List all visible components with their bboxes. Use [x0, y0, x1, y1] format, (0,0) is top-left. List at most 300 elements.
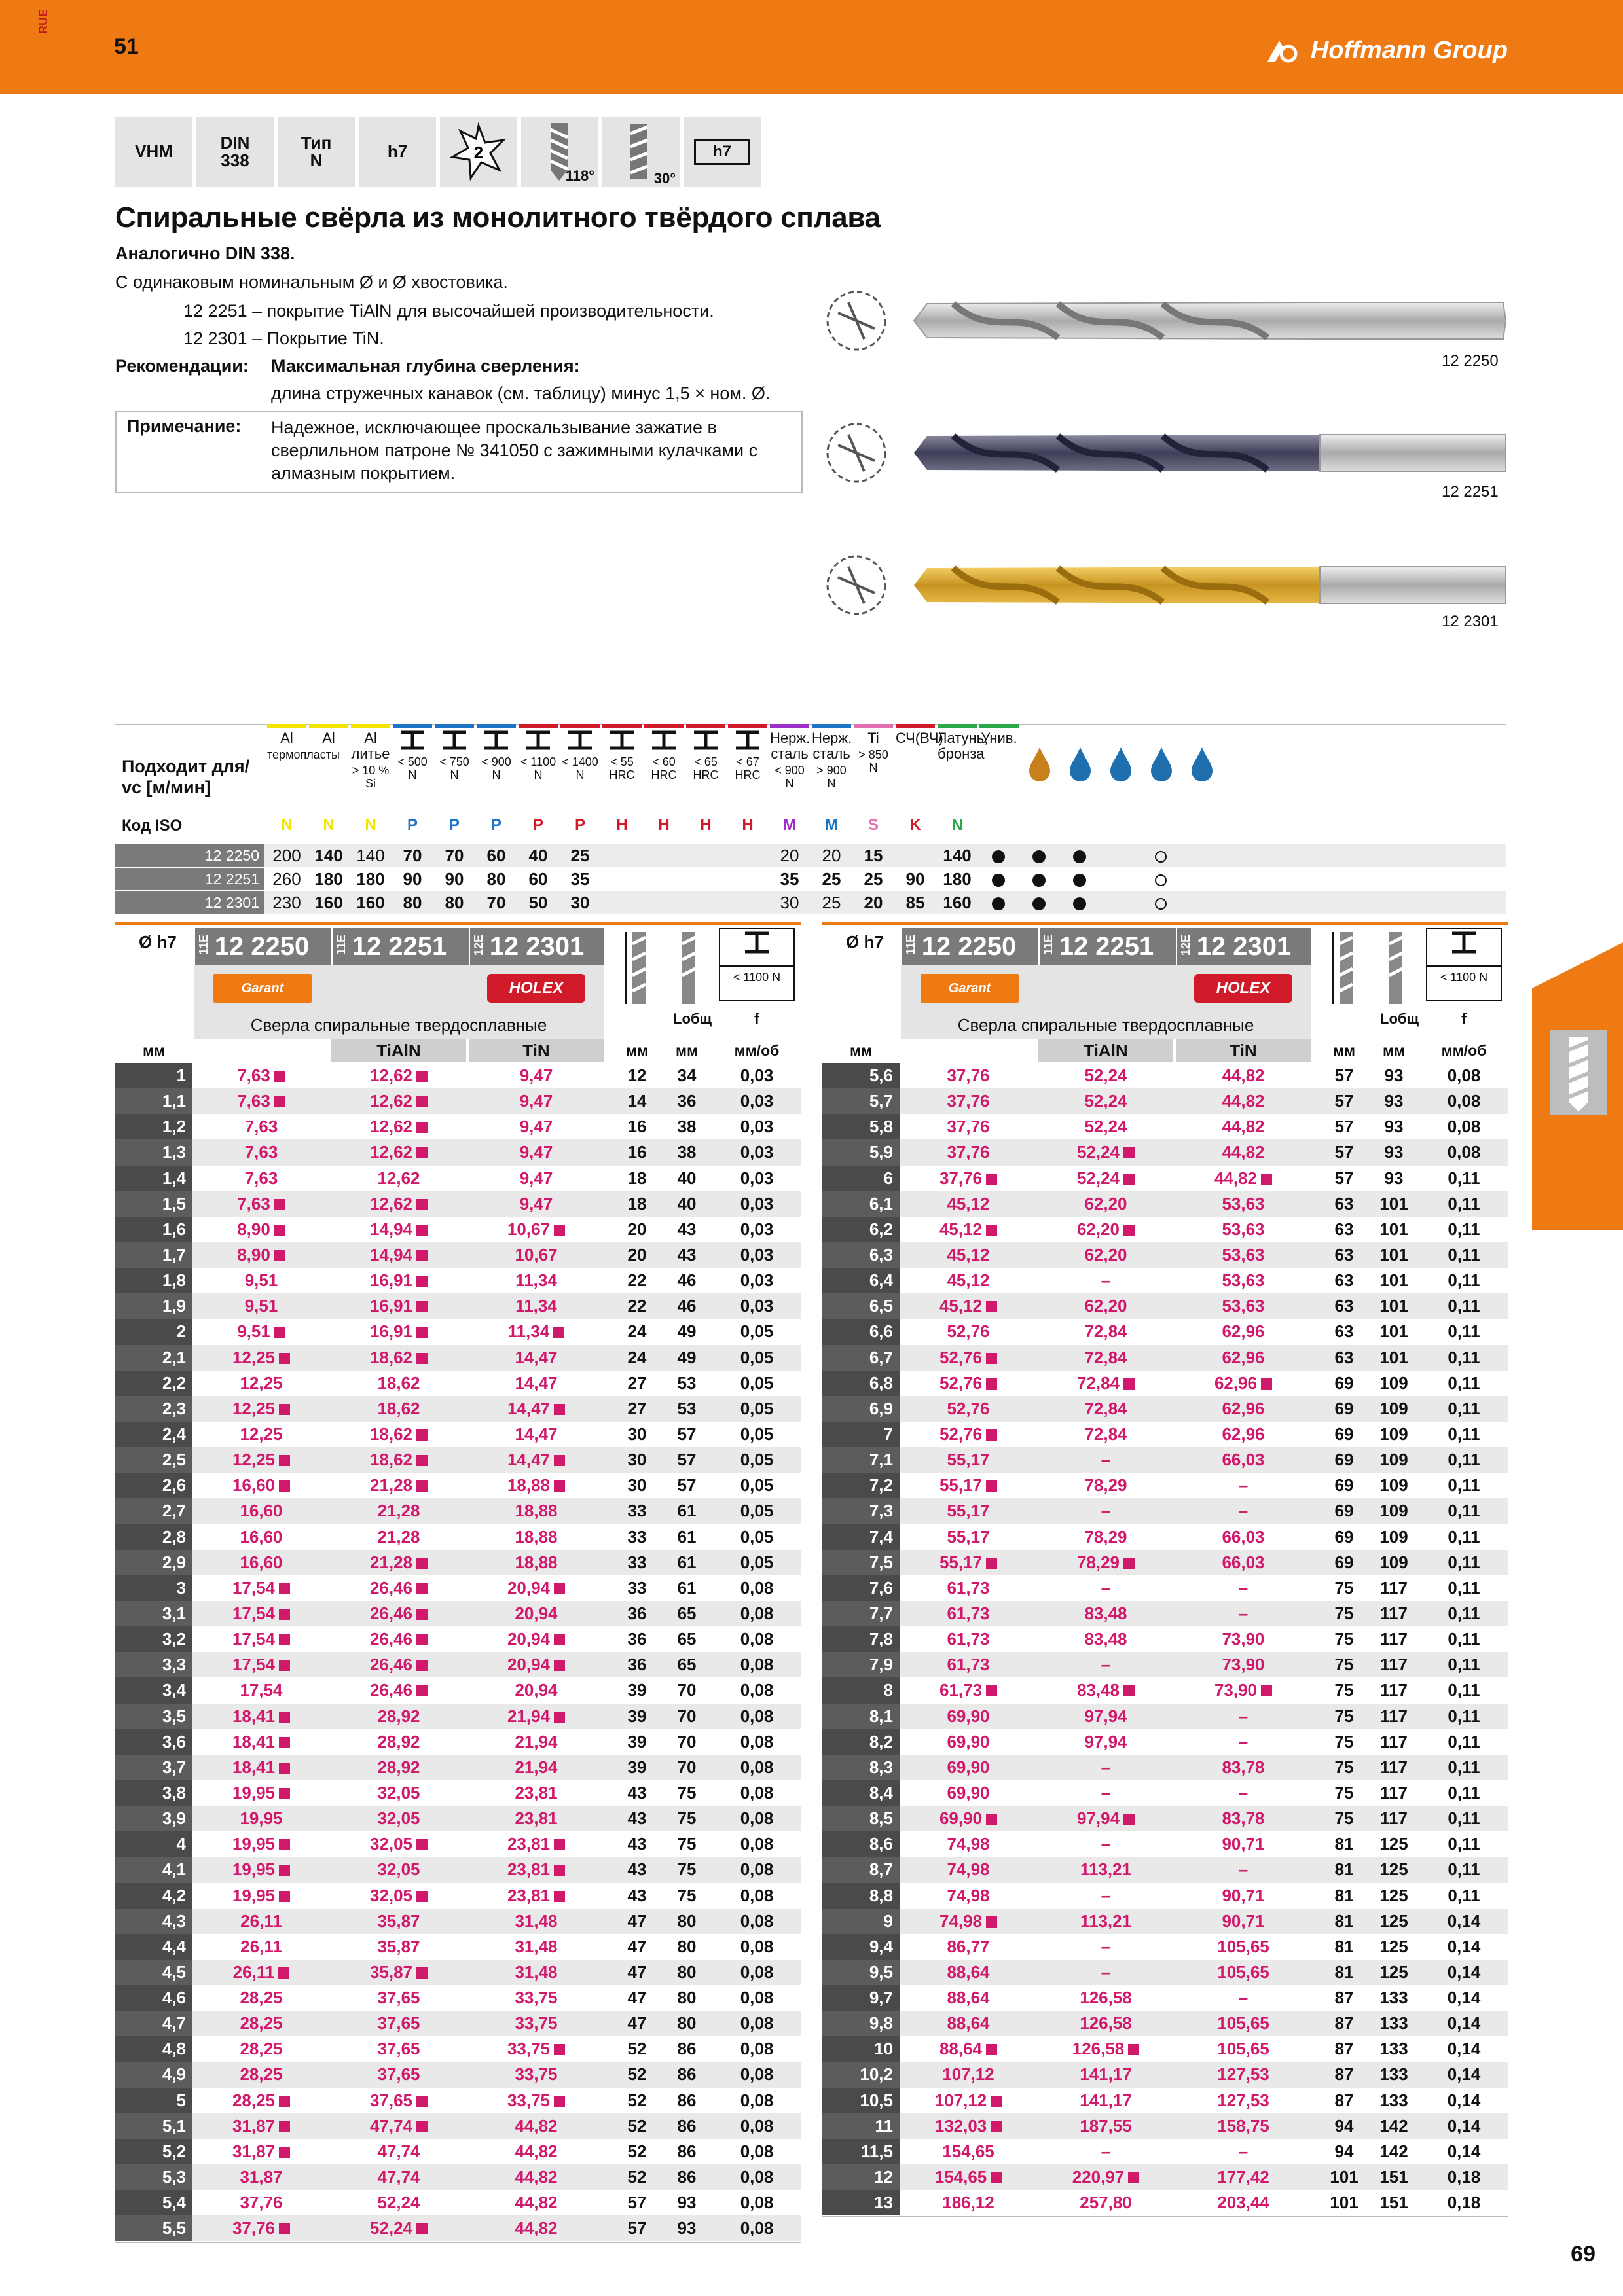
flute-length: 87 — [1334, 2064, 1354, 2085]
flute-length: 63 — [1334, 1219, 1354, 1239]
price: 18,88 — [515, 1552, 558, 1572]
feed: 0,05 — [740, 1398, 774, 1418]
table-row — [115, 1139, 801, 1165]
diameter: 6,1 — [822, 1191, 900, 1217]
price-cell — [1176, 2036, 1311, 2062]
price: 14,47 — [507, 1450, 551, 1470]
flute-length: 87 — [1334, 1988, 1354, 2008]
article-code-text: 12 2251 — [1059, 932, 1154, 961]
table-row — [115, 2139, 801, 2164]
total-length: 133 — [1379, 2013, 1408, 2034]
price: 17,54 — [232, 1655, 276, 1675]
price-cell — [901, 1780, 1036, 1806]
total-length: 93 — [677, 2193, 697, 2213]
steel-limit: < 1100 N — [1427, 965, 1501, 984]
price: 10,67 — [507, 1219, 551, 1239]
diameter: 10,2 — [822, 2062, 900, 2087]
table-row — [822, 1166, 1508, 1191]
total-length: 61 — [677, 1577, 697, 1598]
price-cell — [1176, 1345, 1311, 1371]
price-cell — [901, 2088, 1036, 2113]
iso-code: P — [490, 816, 501, 834]
price: 73,90 — [1214, 1680, 1258, 1700]
price-cell — [194, 1524, 329, 1550]
price-cell — [1176, 1934, 1311, 1960]
price-cell — [331, 2062, 466, 2087]
table-row — [822, 1242, 1508, 1268]
stock-marker — [986, 1685, 997, 1696]
flute-length: 52 — [627, 2115, 647, 2136]
total-length: 53 — [677, 1398, 697, 1418]
stock-marker — [416, 1122, 428, 1133]
price-cell — [469, 1524, 604, 1550]
flute-length: 57 — [1334, 1168, 1354, 1188]
cutting-speed: 140 — [314, 846, 343, 865]
flute-length: 20 — [627, 1219, 647, 1239]
iso-code: N — [365, 816, 376, 834]
total-length: 57 — [677, 1475, 697, 1496]
price: 21,94 — [515, 1731, 558, 1751]
price-cell — [1038, 1191, 1173, 1217]
price: 37,65 — [377, 2039, 420, 2059]
feed: 0,11 — [1448, 1321, 1480, 1342]
price-cell — [331, 1473, 466, 1498]
stock-marker — [1128, 2044, 1139, 2055]
price-cell — [194, 2036, 329, 2062]
suitable-dot — [1061, 844, 1099, 867]
price-cell — [1176, 1755, 1311, 1780]
stock-marker — [279, 1480, 290, 1492]
cutting-speed: 50 — [528, 893, 548, 912]
ibeam-icon — [1450, 929, 1478, 956]
table-row — [115, 1319, 801, 1344]
material-header — [644, 730, 684, 782]
material-header-sub: < 67 HRC — [735, 755, 761, 781]
price: 53,63 — [1222, 1244, 1265, 1265]
table-row — [822, 1114, 1508, 1139]
flute-length: 75 — [1334, 1577, 1354, 1598]
price-cell — [1038, 1550, 1173, 1575]
total-length: 117 — [1380, 1680, 1408, 1700]
price: 52,24 — [1084, 1066, 1127, 1085]
table-row — [115, 1345, 801, 1371]
price: 9,47 — [519, 1066, 553, 1085]
table-row — [822, 1524, 1508, 1550]
material-row-code: 12 2301 — [115, 891, 264, 914]
chip-h7: h7 — [359, 117, 436, 187]
price: 83,48 — [1084, 1603, 1127, 1623]
price: 72,84 — [1076, 1372, 1120, 1393]
price-cell — [1038, 1371, 1173, 1396]
total-length: 43 — [677, 1219, 697, 1239]
stock-marker — [986, 1558, 997, 1569]
total-length: 151 — [1379, 2167, 1408, 2187]
cutting-speed — [644, 844, 684, 867]
flute-length: 52 — [627, 2039, 647, 2059]
price: 90,71 — [1222, 1885, 1265, 1905]
flute-length: 63 — [1334, 1347, 1354, 1367]
suitable-dot — [979, 844, 1017, 867]
diameter: 5 — [115, 2088, 192, 2113]
table-row — [115, 2215, 801, 2241]
chip-type — [278, 117, 355, 187]
feed: 0,14 — [1447, 1988, 1481, 2008]
price-cell — [1176, 1268, 1311, 1293]
stock-marker — [416, 2223, 428, 2234]
flute-length: 30 — [627, 1424, 647, 1444]
price-cell — [901, 1985, 1036, 2011]
flute-length: 75 — [1334, 1757, 1354, 1777]
iso-code: H — [742, 816, 754, 834]
price-cell — [1176, 2139, 1311, 2164]
price-cell — [901, 2036, 1036, 2062]
flute-length: 63 — [1334, 1244, 1354, 1265]
price: 16,91 — [369, 1321, 413, 1342]
price-cell — [1176, 1575, 1311, 1601]
stock-marker — [1128, 2172, 1139, 2183]
price: 26,46 — [369, 1680, 413, 1700]
total-length: 101 — [1379, 1193, 1408, 1213]
material-color-bar — [728, 724, 767, 728]
price-cell — [901, 2164, 1036, 2190]
price: 83,48 — [1084, 1629, 1127, 1649]
price-cell — [194, 1166, 329, 1191]
price-cell — [901, 1166, 1036, 1191]
total-length: 117 — [1380, 1808, 1408, 1829]
stock-marker — [416, 1967, 428, 1979]
material-color-bar — [896, 724, 935, 728]
price-cell — [194, 2215, 329, 2241]
article-code — [901, 928, 1036, 965]
price-cell — [901, 1498, 1036, 1524]
table-row — [822, 1371, 1508, 1396]
price-cell — [469, 1371, 604, 1396]
stock-marker — [279, 1609, 290, 1620]
price: 52,24 — [1076, 1142, 1120, 1162]
diameter: 4,9 — [115, 2062, 192, 2087]
price: 69,90 — [947, 1757, 990, 1777]
feed: 0,14 — [1447, 2141, 1481, 2161]
price: 37,76 — [947, 1066, 990, 1085]
price-cell — [1038, 1063, 1173, 1088]
iso-code: P — [532, 816, 543, 834]
diameter: 2,6 — [115, 1473, 192, 1498]
flute-length: 57 — [1334, 1117, 1354, 1137]
total-length: 65 — [677, 1603, 697, 1623]
price-cell — [1176, 1550, 1311, 1575]
note-label: Примечание: — [127, 416, 242, 436]
table-row — [822, 1191, 1508, 1217]
price-cell — [1038, 1806, 1173, 1831]
price-cell — [1038, 1960, 1173, 1985]
stock-marker — [274, 1225, 285, 1236]
price-cell — [469, 2088, 604, 2113]
price-cell — [1176, 1704, 1311, 1729]
feed: 0,03 — [740, 1168, 774, 1188]
stock-marker — [279, 1865, 290, 1876]
tolerance-box: h7 — [694, 139, 750, 165]
price: 61,73 — [947, 1577, 990, 1598]
ibeam-icon — [435, 730, 474, 753]
coating-tin: TiN — [469, 1039, 604, 1062]
article-tag: 11E — [197, 935, 210, 956]
price: 126,58 — [1080, 1988, 1132, 2008]
price-cell — [194, 1704, 329, 1729]
material-color-bar — [351, 724, 390, 728]
cutting-speed — [644, 891, 684, 914]
table-row — [115, 1191, 801, 1217]
price: – — [1101, 1757, 1111, 1777]
brand-row — [194, 965, 604, 1011]
cutting-speed — [602, 844, 642, 867]
price-cell — [194, 1909, 329, 1934]
flute-length: 57 — [627, 2218, 647, 2238]
price-cell — [331, 1831, 466, 1857]
diameter: 7 — [822, 1422, 900, 1447]
price: 7,63 — [237, 1091, 270, 1111]
total-length: 70 — [677, 1731, 697, 1751]
price-cell — [901, 1652, 1036, 1677]
price-cell — [1038, 1217, 1173, 1242]
stock-marker — [554, 1404, 565, 1415]
material-header — [560, 730, 600, 782]
price: 62,96 — [1214, 1372, 1258, 1393]
diameter: 9,8 — [822, 2011, 900, 2036]
reco-text: длина стружечных канавок (см. таблицу) минус 1,5 × ном. Ø. — [271, 384, 771, 403]
flute-length: 81 — [1334, 1859, 1354, 1880]
feed: 0,11 — [1448, 1680, 1480, 1700]
total-length: 101 — [1379, 1270, 1408, 1291]
material-header — [519, 730, 558, 782]
flute-length: 75 — [1334, 1731, 1354, 1751]
feed: 0,11 — [1448, 1347, 1480, 1367]
feed: 0,03 — [740, 1066, 774, 1085]
table-row — [822, 1755, 1508, 1780]
table-row — [115, 1114, 801, 1139]
price-cell — [194, 1729, 329, 1755]
feed: 0,18 — [1447, 2167, 1481, 2187]
price-cell — [469, 1396, 604, 1422]
price-cell — [194, 1677, 329, 1703]
price: 20,94 — [515, 1680, 558, 1700]
drill-tab-icon — [1550, 1030, 1607, 1115]
price: 74,98 — [947, 1834, 990, 1854]
diameter: 8,8 — [822, 1883, 900, 1909]
diameter: 4,6 — [115, 1985, 192, 2011]
total-length: 142 — [1379, 2115, 1408, 2136]
price-cell — [469, 1268, 604, 1293]
material-label-2: vc [м/мин] — [122, 778, 211, 797]
table-row — [822, 1473, 1508, 1498]
price-cell — [1038, 1166, 1173, 1191]
diameter: 8,4 — [822, 1780, 900, 1806]
feed: 0,05 — [740, 1321, 774, 1342]
table-row — [822, 2088, 1508, 2113]
price-cell — [331, 2113, 466, 2139]
cutting-speed: 30 — [780, 893, 799, 912]
article-tag: 11E — [335, 935, 348, 956]
diameter: 7,7 — [822, 1601, 900, 1626]
diameter: 10,5 — [822, 2088, 900, 2113]
price: 257,80 — [1080, 2193, 1132, 2213]
flute-length: 81 — [1334, 1885, 1354, 1905]
table-row — [115, 1217, 801, 1242]
flute-length: 47 — [627, 1962, 647, 1982]
price: 7,63 — [244, 1117, 278, 1137]
stock-marker — [416, 1250, 428, 1261]
cutting-speed: 80 — [445, 893, 464, 912]
stock-marker — [1261, 1378, 1272, 1390]
article-code-text: 12 2250 — [921, 932, 1017, 961]
price: 55,17 — [947, 1526, 990, 1547]
price-cell — [1176, 1447, 1311, 1473]
price-cell — [1038, 1626, 1173, 1652]
price-cell — [1038, 1422, 1173, 1447]
price: 14,94 — [369, 1219, 413, 1239]
price-cell — [194, 1806, 329, 1831]
price-cell — [1176, 1883, 1311, 1909]
price: 88,64 — [947, 1962, 990, 1982]
table-row — [115, 1422, 801, 1447]
price-cell — [1176, 2113, 1311, 2139]
stock-marker — [416, 1225, 428, 1236]
feed-label: f — [754, 1011, 759, 1028]
total-length: 40 — [677, 1193, 697, 1213]
diameter: 11,5 — [822, 2139, 900, 2164]
price-cell — [469, 1242, 604, 1268]
stock-marker — [416, 1353, 428, 1364]
diameter: 1,7 — [115, 1242, 192, 1268]
price-cell — [901, 1857, 1036, 1882]
flute-length: 94 — [1334, 2115, 1354, 2136]
price: 44,82 — [1222, 1066, 1265, 1085]
stock-marker — [554, 1455, 565, 1466]
total-length: 117 — [1380, 1655, 1408, 1675]
flute-length: 69 — [1334, 1424, 1354, 1444]
material-color-bar — [938, 724, 977, 728]
price: 69,90 — [939, 1808, 983, 1829]
feed: 0,03 — [740, 1193, 774, 1213]
material-header — [477, 730, 516, 782]
table-row — [822, 1601, 1508, 1626]
price-cell — [1038, 1242, 1173, 1268]
stock-marker — [554, 1865, 565, 1876]
total-length-label: Lобщ — [1380, 1011, 1419, 1027]
flute-length-icon — [622, 928, 655, 1026]
total-length: 49 — [677, 1321, 697, 1342]
price-cell — [331, 1652, 466, 1677]
table-row — [115, 1934, 801, 1960]
price-cell — [469, 1114, 604, 1139]
stock-marker — [1123, 1147, 1135, 1158]
feed: 0,03 — [740, 1142, 774, 1162]
article-codes-header — [194, 928, 604, 965]
total-length: 49 — [677, 1347, 697, 1367]
flute-length: 24 — [627, 1347, 647, 1367]
diameter: 5,5 — [115, 2215, 192, 2241]
flute-length: 101 — [1330, 2193, 1359, 2213]
helix-angle: 30° — [653, 170, 676, 187]
feed: 0,03 — [740, 1270, 774, 1291]
stock-marker — [553, 1327, 564, 1338]
price: 97,94 — [1076, 1808, 1120, 1829]
price: 18,41 — [232, 1757, 276, 1777]
cutting-speed: 230 — [272, 893, 301, 912]
table-row — [115, 1626, 801, 1652]
star-flute-icon — [447, 120, 510, 183]
flute-length: 63 — [1334, 1296, 1354, 1316]
iso-code: P — [574, 816, 585, 834]
price-cell — [1038, 1652, 1173, 1677]
price: 12,62 — [369, 1142, 413, 1162]
price-cell — [331, 1293, 466, 1319]
price-cell — [194, 1601, 329, 1626]
flute-length: 87 — [1334, 2013, 1354, 2034]
price-cell — [194, 1498, 329, 1524]
price: 203,44 — [1217, 2193, 1269, 2213]
price: 12,62 — [369, 1117, 413, 1137]
material-color-bar — [393, 724, 432, 728]
cutting-speed: 30 — [570, 893, 590, 912]
table-row — [822, 1677, 1508, 1703]
total-length: 86 — [677, 2039, 697, 2059]
price: 12,62 — [369, 1193, 413, 1213]
diameter: 8,2 — [822, 1729, 900, 1755]
price-cell — [469, 1883, 604, 1909]
stock-marker — [554, 1660, 565, 1671]
flute-length: 33 — [627, 1552, 647, 1572]
table-row — [822, 1780, 1508, 1806]
price: 26,46 — [369, 1603, 413, 1623]
feed: 0,11 — [1448, 1731, 1480, 1751]
material-header — [267, 730, 340, 762]
price: 52,76 — [947, 1321, 990, 1342]
price: 18,62 — [369, 1424, 413, 1444]
price-cell — [1176, 1960, 1311, 1985]
stock-marker — [279, 2223, 290, 2234]
feed-label: f — [1461, 1011, 1467, 1028]
flute-length: 47 — [627, 1988, 647, 2008]
price: – — [1238, 1577, 1249, 1598]
flute-length: 94 — [1334, 2141, 1354, 2161]
feed: 0,11 — [1448, 1501, 1480, 1521]
price-cell — [901, 1293, 1036, 1319]
diameter: 7,2 — [822, 1473, 900, 1498]
table-row — [115, 1550, 801, 1575]
table-row — [822, 1088, 1508, 1114]
material-row — [115, 891, 1506, 914]
price: 52,24 — [369, 2218, 413, 2238]
price: 53,63 — [1222, 1270, 1265, 1291]
price-cell — [901, 1550, 1036, 1575]
price-cell — [469, 2215, 604, 2241]
price: 9,47 — [519, 1193, 553, 1213]
table-row — [822, 1498, 1508, 1524]
table-row — [115, 1909, 801, 1934]
price-cell — [901, 2011, 1036, 2036]
stock-marker — [416, 1583, 428, 1594]
price: 154,65 — [942, 2141, 994, 2161]
price: – — [1238, 2141, 1249, 2161]
drill-image-122251 — [822, 419, 1516, 487]
price: 18,88 — [515, 1526, 558, 1547]
total-length: 133 — [1379, 2039, 1408, 2059]
price-cell — [331, 1422, 466, 1447]
price-cell — [1038, 1139, 1173, 1165]
analog-standard: Аналогично DIN 338. — [115, 243, 295, 263]
material-color-bar — [812, 724, 851, 728]
feed: 0,08 — [740, 1910, 774, 1931]
